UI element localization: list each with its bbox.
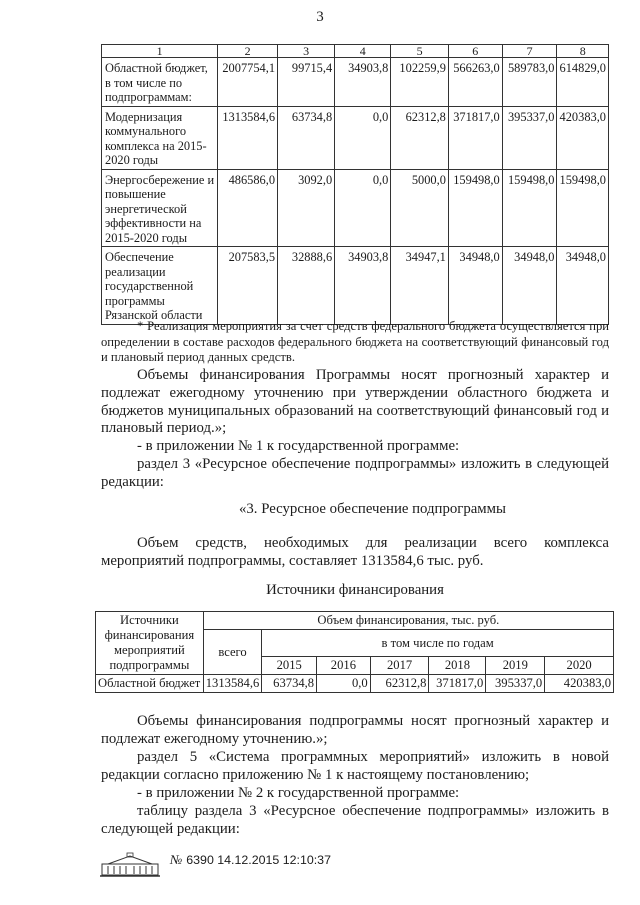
table-cell: 2007754,1 xyxy=(218,58,278,107)
column-header: 3 xyxy=(278,45,335,58)
table-cell: 0,0 xyxy=(335,169,391,247)
table-row xyxy=(102,58,609,107)
table-cell: 34903,8 xyxy=(335,247,391,325)
footer-reg-number: 6390 14.12.2015 12:10:37 xyxy=(186,853,331,867)
paragraph-section-3-instruction: раздел 3 «Ресурсное обеспечение подпрограммы» изложить в следующей редакции: xyxy=(101,456,609,490)
row-label: Областной бюджет, в том числе по подпрограммам: xyxy=(102,58,218,107)
column-header: 5 xyxy=(391,45,449,58)
paragraph-section-3-table: таблицу раздела 3 «Ресурсное обеспечение подпрограммы» изложить в следующей редакции: xyxy=(101,803,609,837)
table-cell: 32888,6 xyxy=(278,247,335,325)
table-cell: 1313584,6 xyxy=(218,106,278,169)
paragraph-subprogram-funding: Объемы финансирования подпрограммы носят прогнозный характер и подлежат ежегодному уточнению.»; xyxy=(101,713,609,747)
page-number: 3 xyxy=(316,9,324,25)
table-cell: 395337,0 xyxy=(486,675,545,693)
paragraph-appendix-1: - в приложении № 1 к государственной программе: xyxy=(137,438,460,454)
section-title: «3. Ресурсное обеспечение подпрограммы xyxy=(239,501,506,517)
row-label: Модернизация коммунального комплекса на 2015-2020 годы xyxy=(102,106,218,169)
funding-table-body xyxy=(102,58,609,325)
table-cell: 589783,0 xyxy=(502,58,557,107)
table-cell: 34948,0 xyxy=(448,247,502,325)
sources-row-label: Областной бюджет xyxy=(96,675,204,693)
paragraph-section-5: раздел 5 «Система программных мероприятий» изложить в новой редакции согласно приложению № 1 к настоящему постановлению; xyxy=(101,749,609,783)
sources-table xyxy=(95,611,614,693)
table-cell: 395337,0 xyxy=(502,106,557,169)
building-logo-icon xyxy=(100,852,160,878)
table-cell: 159498,0 xyxy=(502,169,557,247)
year-header: 2017 xyxy=(370,657,429,675)
column-header: 2 xyxy=(218,45,278,58)
table-cell: 63734,8 xyxy=(278,106,335,169)
sources-col-total: всего xyxy=(203,630,262,675)
sources-col-by-year: в том числе по годам xyxy=(262,630,614,657)
sources-col-volume: Объем финансирования, тыс. руб. xyxy=(203,612,613,630)
table-cell: 102259,9 xyxy=(391,58,449,107)
column-header: 7 xyxy=(502,45,557,58)
year-header: 2015 xyxy=(262,657,317,675)
year-header: 2016 xyxy=(317,657,371,675)
sources-col-source: Источники финансирования мероприятий подпрограммы xyxy=(96,612,204,675)
table-cell: 371817,0 xyxy=(448,106,502,169)
column-header: 4 xyxy=(335,45,391,58)
document-footer xyxy=(100,852,331,878)
table-cell: 62312,8 xyxy=(391,106,449,169)
table-cell: 486586,0 xyxy=(218,169,278,247)
table-cell: 34948,0 xyxy=(502,247,557,325)
footer-registration xyxy=(170,852,331,868)
paragraph-volume: Объем средств, необходимых для реализации всего комплекса мероприятий подпрограммы, составляет 1313584,6 тыс. руб. xyxy=(101,535,609,569)
footnote: * Реализация мероприятия за счет средств федерального бюджета осуществляется при определении в составе расходов федерального бюджета на соответствующий финансовый год и плановый период данных средств. xyxy=(101,319,609,364)
year-header: 2018 xyxy=(429,657,486,675)
column-header: 1 xyxy=(102,45,218,58)
year-header: 2019 xyxy=(486,657,545,675)
column-header: 6 xyxy=(448,45,502,58)
table-cell: 3092,0 xyxy=(278,169,335,247)
table-cell: 34948,0 xyxy=(557,247,609,325)
paragraph-program-funding: Объемы финансирования Программы носят прогнозный характер и подлежат ежегодному уточнению при утверждении областного бюджета и бюджетов муниципальных образований на соответствующий финансовый год и плановый период.»; xyxy=(101,367,609,437)
sources-title: Источники финансирования xyxy=(266,582,444,598)
funding-table-header xyxy=(102,45,609,58)
row-label: Энергосбережение и повышение энергетической эффективности на 2015-2020 годы xyxy=(102,169,218,247)
table-cell: 0,0 xyxy=(317,675,371,693)
table-cell: 159498,0 xyxy=(557,169,609,247)
table-cell: 614829,0 xyxy=(557,58,609,107)
sources-table-row xyxy=(96,675,614,693)
footer-number-sign: № xyxy=(170,852,183,867)
table-cell: 420383,0 xyxy=(557,106,609,169)
table-cell: 62312,8 xyxy=(370,675,429,693)
funding-table xyxy=(101,44,609,325)
table-cell: 0,0 xyxy=(335,106,391,169)
table-cell: 34947,1 xyxy=(391,247,449,325)
table-cell: 159498,0 xyxy=(448,169,502,247)
column-header: 8 xyxy=(557,45,609,58)
table-cell: 566263,0 xyxy=(448,58,502,107)
table-cell: 207583,5 xyxy=(218,247,278,325)
table-cell: 34903,8 xyxy=(335,58,391,107)
paragraph-appendix-2: - в приложении № 2 к государственной программе: xyxy=(137,785,460,801)
row-label: Обеспечение реализации государственной программы Рязанской области xyxy=(102,247,218,325)
funding-table-header-row xyxy=(102,45,609,58)
table-cell: 5000,0 xyxy=(391,169,449,247)
table-cell: 371817,0 xyxy=(429,675,486,693)
table-cell: 99715,4 xyxy=(278,58,335,107)
year-header: 2020 xyxy=(545,657,614,675)
table-row xyxy=(102,247,609,325)
table-row xyxy=(102,169,609,247)
table-cell: 420383,0 xyxy=(545,675,614,693)
sources-row-total: 1313584,6 xyxy=(203,675,262,693)
table-cell: 63734,8 xyxy=(262,675,317,693)
sources-table-header-row xyxy=(96,612,614,630)
table-row xyxy=(102,106,609,169)
